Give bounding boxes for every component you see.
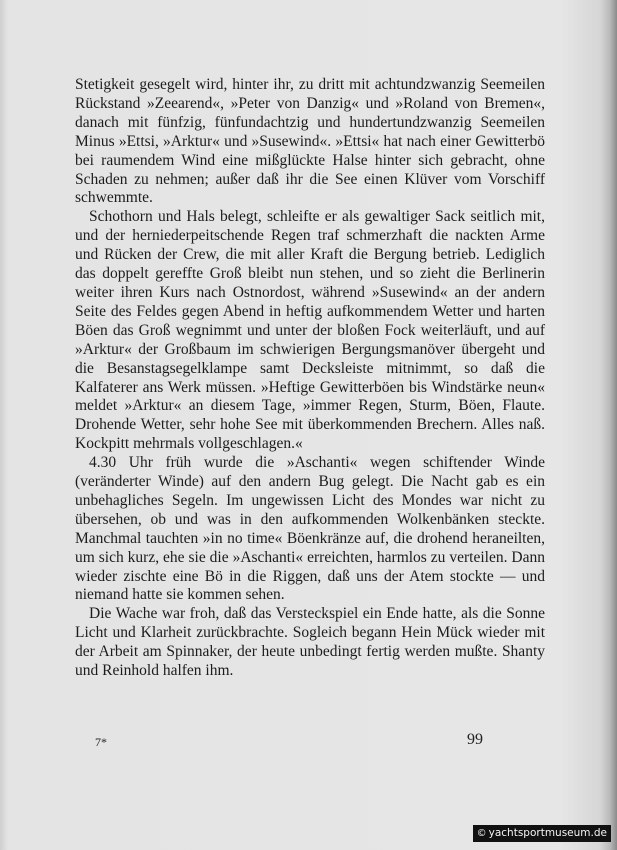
paragraph: 4.30 Uhr früh wurde die »Aschanti« wegen schiftender Winde (veränderter Winde) auf den andern Bug gelegt. Die Nacht gab es ein unbehagliches Segeln. Im ungewissen Licht des Mondes war nicht zu übersehen, ob und was in den aufkommenden Wolkenbänken steckte. Manchmal tauchten »in no time« Böenkränze auf, die drohend heraneilten, um sich kurz, ehe sie die »Aschanti« erreichten, harmlos zu verteilen. Dann wieder zischte eine Bö in die Riggen, daß uns der Atem stockte — und niemand hatte sie kommen sehen. [75,454,545,604]
credit-text: yachtsportmuseum.de [488,827,607,839]
copyright-icon: © [476,828,487,839]
paragraph: Die Wache war froh, daß das Versteckspiel ein Ende hatte, als die Sonne Licht und Klarheit zurückbrachte. Sogleich begann Hein Mück wieder mit der Arbeit am Spinnaker, der heute unbedingt fertig werden mußte. Shanty und Reinhold halfen ihm. [75,605,545,680]
page-number: 99 [467,731,483,748]
paragraph: Schothorn und Hals belegt, schleifte er als gewaltiger Sack seitlich mit, und der herniederpeitschende Regen traf schmerzhaft die nackten Arme und Rücken der Crew, die mit aller Kraft die Bergung betrieb. Lediglich das doppelt gereffte Groß bleibt nun stehen, und so zieht die Berlinerin weiter ihren Kurs nach Ostnordost, während »Susewind« an der andern Seite des Feldes gegen Abend in heftig aufkommendem Wetter und harten Böen das Groß wegnimmt und unter der bloßen Fock weiterläuft, und auf »Arktur« der Großbaum im schwierigen Bergungsmanöver übergeht und die Besanstagsegelklampe samt Decksleiste mitnimmt, so daß die Kalfaterer ans Werk müssen. »Heftige Gewitterböen bis Windstärke neun« meldet »Arktur« an diesem Tage, »immer Regen, Sturm, Böen, Flaute. Drohende Wetter, sehr hohe See mit überkommenden Brechern. Alles naß. Kockpitt mehrmals vollgeschlagen.« [75,208,545,453]
paragraph: Stetigkeit gesegelt wird, hinter ihr, zu dritt mit achtundzwanzig Seemeilen Rückstand »Zeearend«, »Peter von Danzig« und »Roland von Bremen«, danach mit fünfzig, fünfundachtzig und hundertundzwanzig Seemeilen Minus »Ettsi, »Arktur« und »Susewind«. »Ettsi« hat nach einer Gewitterbö bei raumendem Wind eine mißglückte Halse hinter sich gebracht, ohne Schaden zu nehmen; außer daß ihr die See einen Klüver vom Vorschiff schwemmte. [75,76,545,207]
body-text [75,76,545,681]
watermark-credit [473,825,611,842]
signature-mark: 7* [95,735,107,749]
